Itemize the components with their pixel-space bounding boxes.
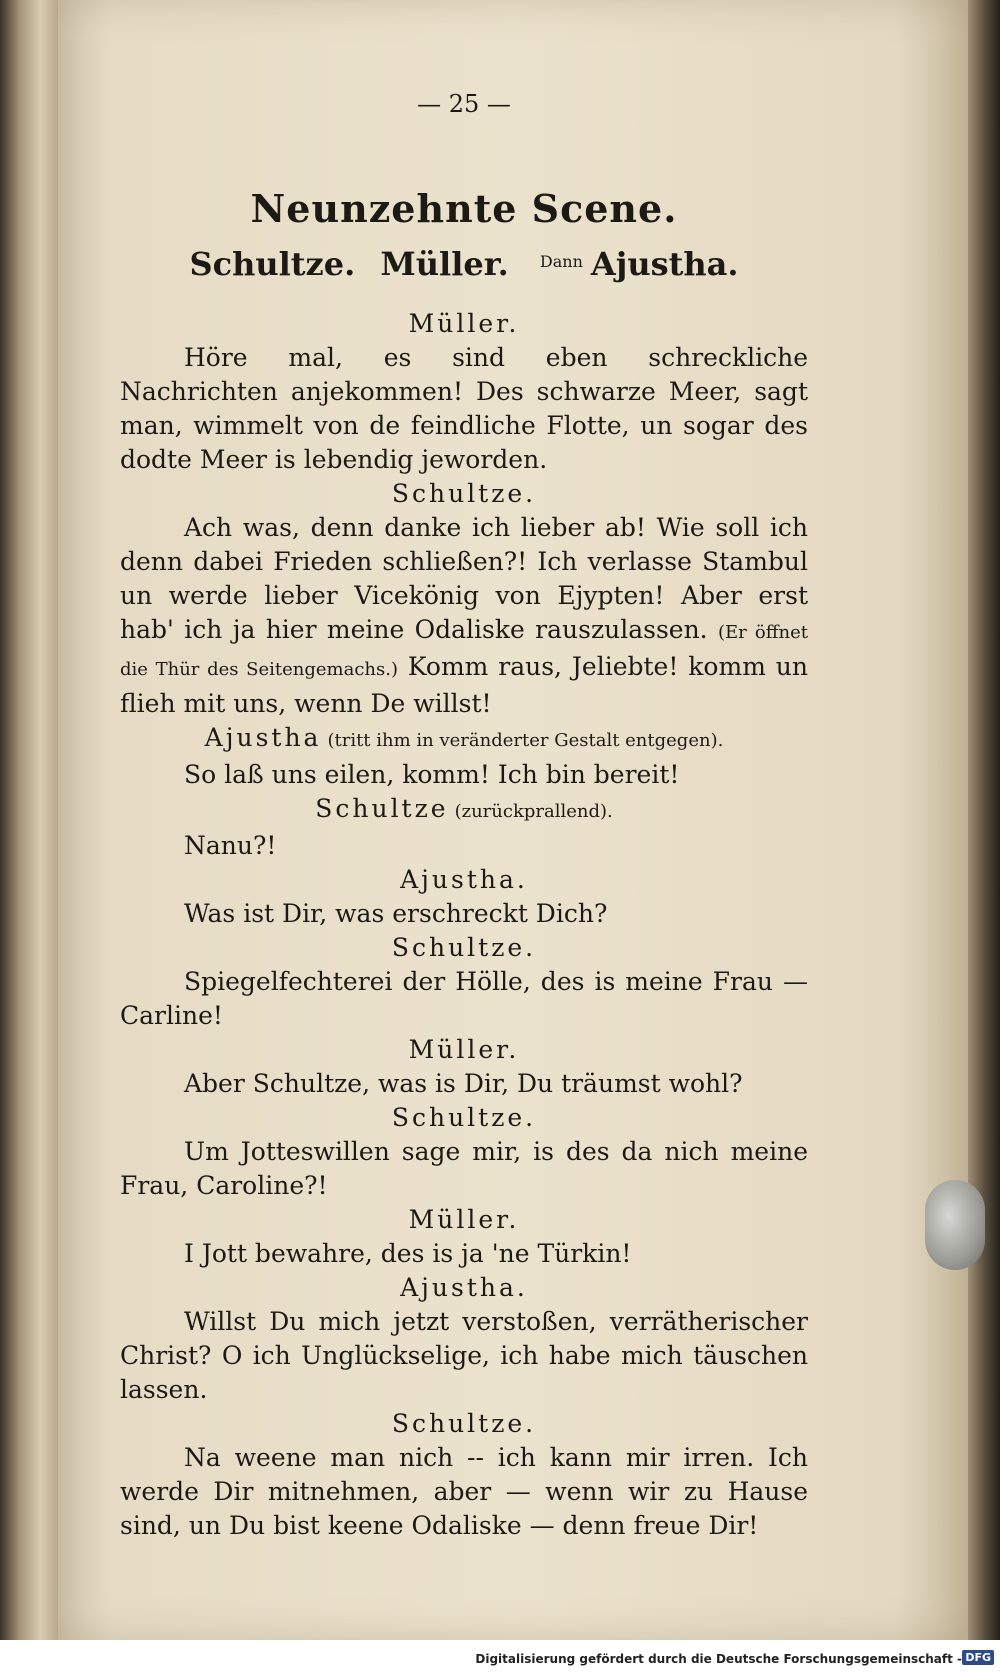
- speaker-name: [120, 931, 808, 965]
- dialogue-text: Um Jotteswillen sage mir, is des da nich meine Frau, Caroline?!: [120, 1137, 808, 1200]
- footer-bar: [0, 1640, 1000, 1680]
- speaker-name: [120, 1271, 808, 1305]
- scene-title: Neunzehnte Scene.: [250, 186, 678, 231]
- dialogue-line: [120, 341, 808, 477]
- inline-stage-direction: (Er öffnet die Thür des Seitengemachs.): [120, 622, 808, 680]
- dialogue-text: I Jott bewahre, des is ja 'ne Türkin!: [184, 1239, 632, 1268]
- speaker-label: Schultze.: [391, 479, 537, 508]
- footer-credit: Digitalisierung gefördert durch die Deutsche Forschungsgemeinschaft -: [475, 1652, 962, 1666]
- dialogue-text: Aber Schultze, was is Dir, Du träumst wohl?: [184, 1069, 743, 1098]
- speaker-name: [120, 1407, 808, 1441]
- cast-dann: Dann: [539, 252, 583, 271]
- dialogue-line: [120, 1067, 808, 1101]
- book-gutter: [0, 0, 58, 1640]
- dialogue-text: So laß uns eilen, komm! Ich bin bereit!: [184, 760, 680, 789]
- speaker-label: Müller.: [408, 1035, 520, 1064]
- dialogue-text: Nanu?!: [184, 831, 277, 860]
- book-edge: [968, 0, 1000, 1640]
- cast-ajustha: Ajustha.: [590, 245, 739, 283]
- speaker-label: Ajustha.: [400, 1273, 528, 1302]
- dialogue-text: Spiegelfechterei der Hölle, des is meine Frau — Carline!: [120, 967, 808, 1030]
- dialogue-text-continued: Komm raus, Jeliebte! komm un flieh mit uns, wenn De willst!: [120, 652, 808, 718]
- speaker-name: [120, 721, 808, 758]
- cast-mueller: Müller.: [380, 245, 509, 283]
- speaker-name: [120, 863, 808, 897]
- dialogue-line: [120, 758, 808, 792]
- speaker-name: [120, 1101, 808, 1135]
- speaker-label: Schultze: [315, 794, 449, 823]
- speaker-label: Müller.: [408, 309, 520, 338]
- speaker-label: Schultze.: [391, 1409, 537, 1438]
- speaker-name: [120, 1203, 808, 1237]
- stage-direction: (zurückprallend).: [454, 801, 613, 822]
- speaker-label: Schultze.: [391, 1103, 537, 1132]
- dialogue-line: [120, 829, 808, 863]
- dialogue: [120, 307, 808, 1543]
- dialogue-text: Na weene man nich -- ich kann mir irren. Ich werde Dir mitnehmen, aber — wenn wir zu Hause sind, un Du bist keene Odaliske — denn freue Dir!: [120, 1443, 808, 1540]
- dialogue-line: [120, 965, 808, 1033]
- speaker-label: Müller.: [408, 1205, 520, 1234]
- speaker-label: Ajustha: [204, 723, 322, 752]
- page-content: [120, 90, 808, 1543]
- stage-direction: (tritt ihm in veränderter Gestalt entgegen).: [327, 730, 724, 751]
- speaker-label: Ajustha.: [400, 865, 528, 894]
- cast-schultze: Schultze.: [189, 245, 356, 283]
- page-tab-marker: [925, 1180, 985, 1270]
- dialogue-text: Höre mal, es sind eben schreckliche Nachrichten anjekommen! Des schwarze Meer, sagt man, wimmelt von de feindliche Flotte, un sogar des dodte Meer is lebendig jeworden.: [120, 343, 808, 474]
- dialogue-line: [120, 1135, 808, 1203]
- speaker-name: [120, 792, 808, 829]
- speaker-name: [120, 1033, 808, 1067]
- dialogue-line: [120, 1441, 808, 1543]
- dialogue-line: [120, 1237, 808, 1271]
- speaker-name: [120, 477, 808, 511]
- dialogue-line: [120, 1305, 808, 1407]
- dialogue-text: Willst Du mich jetzt verstoßen, verrätherischer Christ? O ich Unglückselige, ich habe mich täuschen lassen.: [120, 1307, 808, 1404]
- page-number: — 25 —: [417, 90, 511, 118]
- dialogue-line: [120, 511, 808, 721]
- dialogue-text: Was ist Dir, was erschreckt Dich?: [184, 899, 608, 928]
- speaker-label: Schultze.: [391, 933, 537, 962]
- cast-list: [120, 245, 808, 283]
- dialogue-text: Ach was, denn danke ich lieber ab! Wie soll ich denn dabei Frieden schließen?! Ich verlasse Stambul un werde lieber Vicekönig von Ejypten! Aber erst hab' ich ja hier meine Odaliske rauszulassen.: [120, 513, 808, 644]
- dfg-logo: DFG: [962, 1650, 994, 1665]
- dialogue-line: [120, 897, 808, 931]
- speaker-name: [120, 307, 808, 341]
